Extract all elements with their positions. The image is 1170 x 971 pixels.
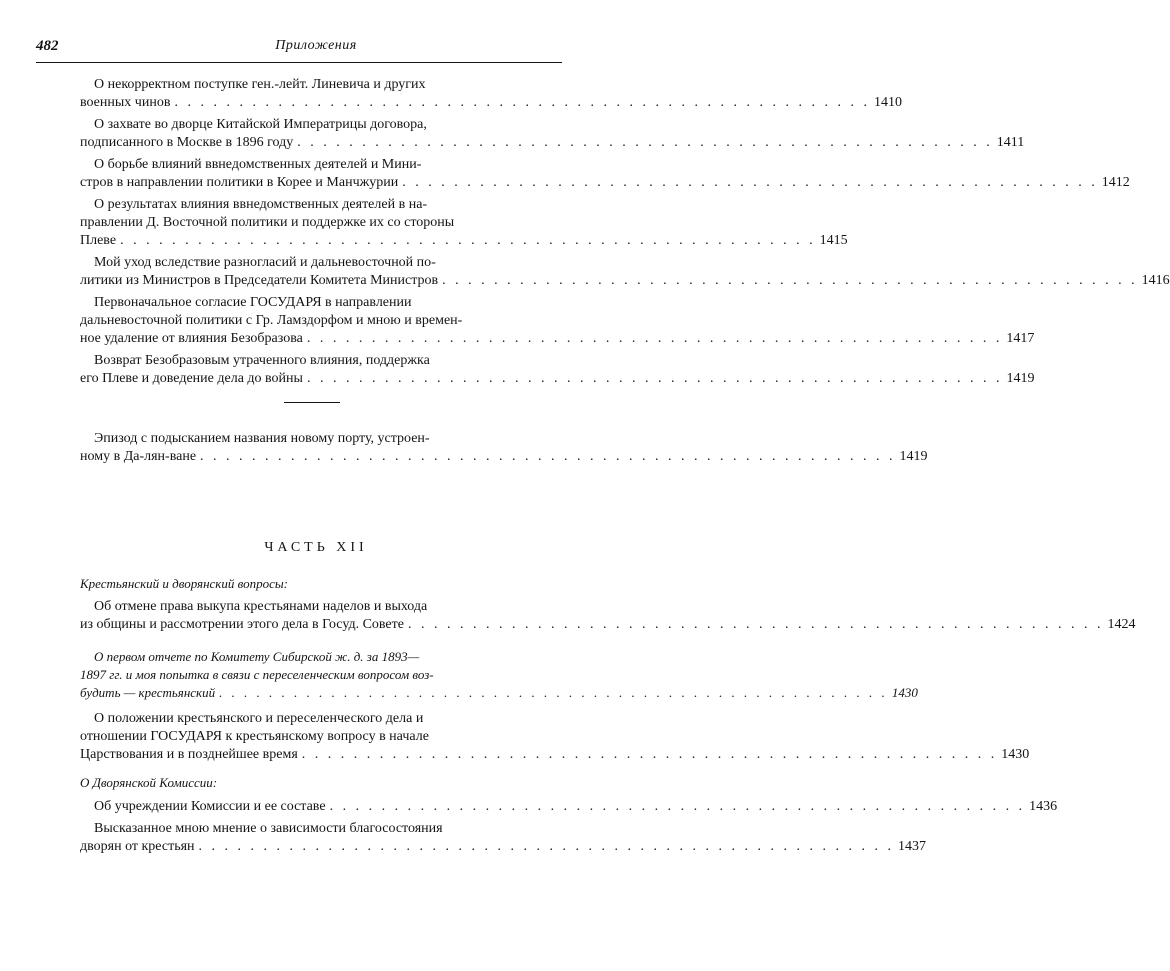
toc-entry-text: военных чинов [80, 95, 171, 110]
running-title: Приложения [275, 38, 357, 53]
toc-page-number: 1417 [1006, 331, 1035, 346]
toc-entry-last-line [80, 838, 927, 856]
dot-leader: . . . . . . . . . . . . . . . . . . . . . . . . . . . . . . . . . . . . . . . . . . . . . . . . . . . . . . [301, 747, 998, 762]
toc-entry-last-line [80, 134, 1025, 152]
toc-entry-line: О первом отчете по Комитету Сибирской ж. д. за 1893— [94, 649, 420, 664]
toc-block-3 [80, 598, 1136, 638]
toc-entry-line: дальневосточной политики с Гр. Ламздорфом и мною и времен- [80, 313, 463, 328]
toc-entry [80, 156, 1130, 192]
toc-entry [80, 352, 1035, 388]
toc-entry-line: Эпизод с подысканием названия новому порту, устроен- [94, 431, 430, 446]
dot-leader: . . . . . . . . . . . . . . . . . . . . . . . . . . . . . . . . . . . . . . . . . . . . . . . . . . . . . . [306, 371, 1003, 386]
toc-entry [80, 196, 848, 250]
toc-entry-line: правлении Д. Восточной политики и поддержке их со стороны [80, 215, 455, 230]
dot-leader: . . . . . . . . . . . . . . . . . . . . . . . . . . . . . . . . . . . . . . . . . . . . . . . . . . . . . . [120, 233, 816, 248]
toc-page-number: 1419 [1006, 371, 1035, 386]
toc-entry-last-line [80, 684, 918, 702]
dot-leader: . . . . . . . . . . . . . . . . . . . . . . . . . . . . . . . . . . . . . . . . . . . . . . . . . . . . . . [306, 331, 1003, 346]
toc-entry-line: отношении ГОСУДАРЯ к крестьянскому вопросу в начале [80, 729, 429, 744]
toc-entry-line: О положении крестьянского и переселенческого дела и [94, 711, 424, 726]
toc-entry [80, 76, 902, 112]
toc-page-number: 1415 [819, 233, 848, 248]
toc-entry-line: О результатах влияния ввнедомственных деятелей в на- [94, 197, 428, 212]
section-heading-nobility: О Дворянской Комиссии: [80, 775, 218, 790]
header-rule [36, 62, 562, 63]
part-title: ЧАСТЬ XII [264, 540, 368, 555]
toc-entry-line: О некорректном поступке ген.-лейт. Линевича и других [94, 77, 426, 92]
page-number: 482 [36, 38, 59, 54]
toc-entry-last-line [80, 616, 1136, 634]
toc-entry-line: Мой уход вследствие разногласий и дальневосточной по- [94, 255, 436, 270]
toc-entry-line: О борьбе влияний ввнедомственных деятелей и Мини- [94, 157, 422, 172]
toc-entry-text: из общины и рассмотрении этого дела в Госуд. Совете [80, 617, 404, 632]
toc-entry-last-line [80, 746, 1030, 764]
toc-page-number: 1430 [1001, 747, 1030, 762]
toc-entry-text: Царствования и в позднейшее время [80, 747, 298, 762]
toc-entry-line: 1897 гг. и моя попытка в связи с переселенческим вопросом воз- [80, 667, 434, 682]
toc-entry-line: Об отмене права выкупа крестьянами наделов и выхода [94, 599, 428, 614]
toc-page-number: 1436 [1029, 799, 1058, 814]
dot-leader: . . . . . . . . . . . . . . . . . . . . . . . . . . . . . . . . . . . . . . . . . . . . . . . . . . . . . . [407, 617, 1104, 632]
dot-leader: . . . . . . . . . . . . . . . . . . . . . . . . . . . . . . . . . . . . . . . . . . . . . . . . . . . . . . [198, 839, 895, 854]
toc-entry-text: Плеве [80, 233, 117, 248]
toc-entry-line: Первоначальное согласие ГОСУДАРЯ в направлении [94, 295, 412, 310]
page-header [36, 30, 552, 54]
toc-entry [80, 798, 1058, 816]
toc-entry [80, 598, 1136, 634]
toc-entry [80, 430, 928, 466]
toc-entry [80, 648, 918, 702]
toc-page-number: 1416 [1141, 273, 1170, 288]
toc-entry-text: подписанного в Москве в 1896 году [80, 135, 294, 150]
toc-block-1 [80, 76, 1170, 392]
toc-page-number: 1424 [1107, 617, 1136, 632]
toc-entry-last-line [80, 272, 1170, 290]
toc-entry-text: ному в Да-лян-ване [80, 449, 197, 464]
toc-entry [80, 710, 1030, 764]
toc-entry-last-line [80, 232, 848, 250]
toc-block-6 [80, 798, 1058, 860]
toc-page-number: 1437 [898, 839, 927, 854]
toc-entry-text: дворян от крестьян [80, 839, 195, 854]
toc-entry-text: Об учреждении Комиссии и ее составе [94, 799, 326, 814]
toc-entry-line: О захвате во дворце Китайской Императрицы договора, [94, 117, 427, 132]
toc-page-number: 1411 [996, 135, 1025, 150]
toc-entry-text: литики из Министров в Председатели Комитета Министров [80, 273, 439, 288]
toc-entry [80, 116, 1025, 152]
toc-block-2 [80, 430, 928, 470]
toc-entry-last-line [80, 174, 1130, 192]
toc-block-5 [80, 710, 1030, 768]
toc-block-4 [80, 648, 918, 706]
toc-entry-last-line [80, 798, 1058, 816]
toc-entry [80, 820, 927, 856]
toc-entry-last-line [80, 330, 1035, 348]
dot-leader: . . . . . . . . . . . . . . . . . . . . . . . . . . . . . . . . . . . . . . . . . . . . . . . . . . . . . . [200, 449, 896, 464]
toc-entry-last-line [80, 370, 1035, 388]
toc-entry-last-line [80, 448, 928, 466]
toc-page-number: 1419 [899, 449, 928, 464]
toc-page-number: 1430 [891, 685, 918, 700]
toc-entry-text: его Плеве и доведение дела до войны [80, 371, 303, 386]
page [36, 30, 1170, 854]
section-heading-peasant: Крестьянский и дворянский вопросы: [80, 576, 288, 591]
toc-entry [80, 294, 1035, 348]
dot-leader: . . . . . . . . . . . . . . . . . . . . . . . . . . . . . . . . . . . . . . . . . . . . . . . . . . . . . . [174, 95, 870, 110]
toc-entry-text: стров в направлении политики в Корее и Манчжурии [80, 175, 399, 190]
toc-entry [80, 254, 1170, 290]
dot-leader: . . . . . . . . . . . . . . . . . . . . . . . . . . . . . . . . . . . . . . . . . . . . . . . . . . . . . . [297, 135, 993, 150]
toc-entry-line: Возврат Безобразовым утраченного влияния, поддержка [94, 353, 430, 368]
toc-entry-text: будить — крестьянский [80, 685, 216, 700]
separator-rule [284, 402, 340, 403]
dot-leader: . . . . . . . . . . . . . . . . . . . . . . . . . . . . . . . . . . . . . . . . . . . . . . . . . . . . . . [402, 175, 1098, 190]
toc-entry-last-line [80, 94, 902, 112]
toc-entry-text: ное удаление от влияния Безобразова [80, 331, 303, 346]
toc-entry-line: Высказанное мною мнение о зависимости благосостояния [94, 821, 443, 836]
dot-leader: . . . . . . . . . . . . . . . . . . . . . . . . . . . . . . . . . . . . . . . . . . . . . . . . . . . . . . [442, 273, 1138, 288]
toc-page-number: 1412 [1101, 175, 1130, 190]
dot-leader: . . . . . . . . . . . . . . . . . . . . . . . . . . . . . . . . . . . . . . . . . . . . . . . . . . . . . . [329, 799, 1026, 814]
toc-page-number: 1410 [873, 95, 902, 110]
dot-leader: . . . . . . . . . . . . . . . . . . . . . . . . . . . . . . . . . . . . . . . . . . . . . . . . . . . . . . [219, 685, 888, 700]
